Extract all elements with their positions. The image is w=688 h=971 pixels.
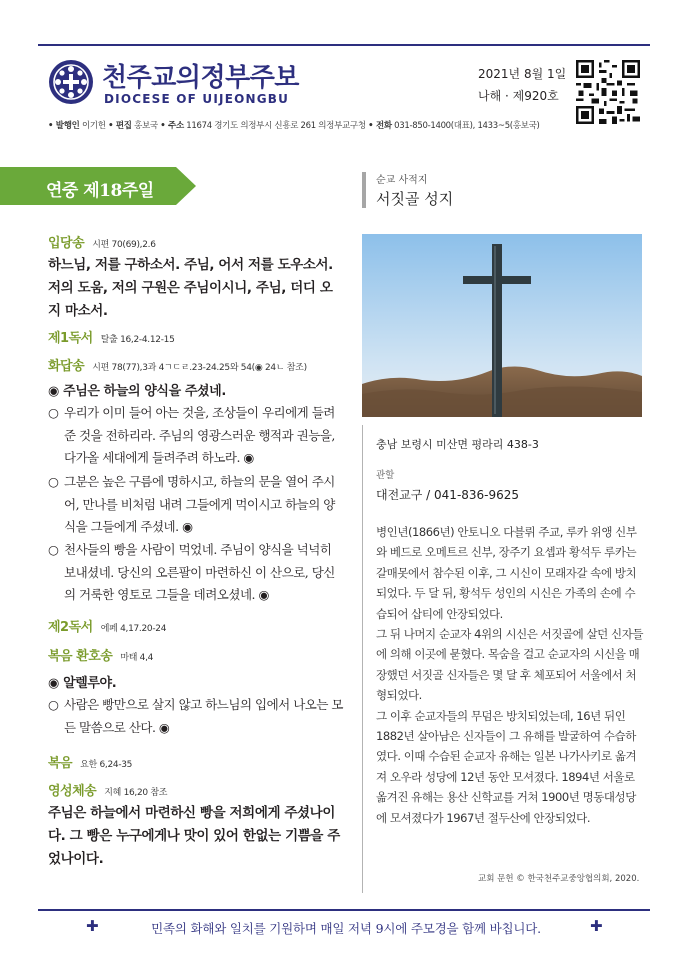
entrance-antiphon-heading — [48, 232, 156, 251]
publication-info: • 발행인 이기헌 • 편집 홍보국 • 주소 11674 경기도 의정부시 신흥로 261 의정부교구청 • 전화 031-850-1400(대표), 1433~5(홍보국) — [48, 121, 540, 131]
reading2-label: 제2독서 — [48, 620, 93, 635]
acclamation-label: 복음 환호송 — [48, 649, 113, 664]
entrance-antiphon-text: 하느님, 저를 구하소서. 주님, 어서 저를 도우소서. 저의 도움, 저의 구원은 주님이시니, 주님, 더디 오지 마소서. — [48, 257, 333, 319]
history-paragraph: 그 뒤 나머지 순교자 4위의 시신은 서짓골에 살던 신자들에 의해 이곳에 묻혔다. 목숨을 걸고 순교자의 시신을 매장했던 서짓골 신자들은 몇 달 후 체포되어 서울에서 처형되었다. — [376, 627, 644, 703]
issue-number: 나해 · 제920호 — [478, 89, 559, 103]
diocese-emblem-icon — [48, 59, 94, 105]
shrine-history — [376, 522, 644, 828]
acclamation-verse-text: 사람은 빵만으로 살지 않고 하느님의 입에서 나오는 모든 말씀으로 산다. ◉ — [64, 697, 343, 735]
acclamation-response: ◉ 알렐루야. — [48, 676, 117, 691]
psalm-ref: 시편 78(77),3과 4ㄱㄷㄹ.23-24.25와 54(◉ 24ㄴ 참조) — [92, 363, 307, 373]
communion-antiphon-text: 주님은 하늘에서 마련하신 빵을 저희에게 주셨나이다. 그 빵은 누구에게나 맛이 있어 한없는 기쁨을 주었나이다. — [48, 805, 340, 867]
reading2-ref: 에페 4,17.20-24 — [100, 624, 167, 634]
second-reading-heading — [48, 616, 166, 635]
gospel-heading — [48, 752, 132, 771]
brand-title: 천주교의정부주보 — [102, 63, 299, 93]
communion-ref: 지혜 16,20 참조 — [104, 788, 168, 798]
first-reading-heading — [48, 327, 175, 346]
shrine-address: 충남 보령시 미산면 평라리 438-3 — [376, 438, 539, 451]
address-label: 주소 — [168, 121, 184, 131]
cross-icon: ✚ — [590, 917, 603, 935]
phone-label: 전화 — [375, 121, 392, 131]
psalm-verse-text: 그분은 높은 구름에 명하시고, 하늘의 문을 열어 주시어, 만나를 비처럼 내려 그들에게 먹이시고 하늘의 양식을 그들에게 주셨네. ◉ — [64, 474, 335, 534]
shrine-title: 서짓골 성지 — [376, 190, 454, 208]
circle-bullet-icon: ○ — [48, 405, 59, 420]
psalm-verse-text: 우리가 이미 들어 아는 것을, 조상들이 우리에게 들려준 것을 전하리라. 주님의 영광스러운 행적과 권능을, 다가올 세대에게 들려주려 하노라. ◉ — [64, 405, 335, 465]
editor-label: 편집 — [115, 121, 132, 131]
footer-rule — [38, 909, 650, 911]
qr-code-icon — [576, 60, 640, 124]
shrine-category: 순교 사적지 — [376, 175, 428, 186]
circle-bullet-icon: ○ — [48, 474, 59, 489]
circle-bullet-icon: ○ — [48, 542, 59, 557]
psalm-label: 화답송 — [48, 359, 85, 374]
communion-antiphon-heading — [48, 780, 167, 799]
psalm-verse — [48, 539, 344, 607]
psalm-verse-text: 천사들의 빵을 사람이 먹었네. 주님이 양식을 넉넉히 보내셨네. 당신의 오른팔이 마련하신 이 산으로, 당신의 거룩한 영토로 그들을 데려오셨네. ◉ — [64, 542, 335, 602]
psalm-heading — [48, 355, 307, 374]
reading1-ref: 탈출 16,2-4.12-15 — [100, 335, 175, 345]
jurisdiction-value: 대전교구 / 041-836-9625 — [376, 488, 520, 502]
shrine-cross-photo — [362, 234, 642, 417]
reading1-label: 제1독서 — [48, 331, 93, 346]
phone-value: 031-850-1400(대표), 1433~5(홍보국) — [394, 121, 540, 131]
psalm-verse — [48, 471, 344, 539]
gospel-acclamation-heading — [48, 645, 153, 664]
gospel-ref: 요한 6,24-35 — [80, 760, 133, 770]
cross-icon: ✚ — [86, 917, 99, 935]
sunday-title: 연중 제18주일 — [46, 181, 154, 201]
publisher-value: 이기헌 — [81, 121, 106, 131]
entrance-label: 입당송 — [48, 236, 85, 251]
circle-bullet-icon: ○ — [48, 697, 59, 712]
jurisdiction-label: 관할 — [376, 470, 395, 481]
source-credit: 교회 문헌 © 한국천주교중앙협의회, 2020. — [478, 874, 640, 884]
section-marker-bar — [362, 172, 366, 208]
acclamation-ref: 마태 4,4 — [120, 653, 154, 663]
editor-value: 홍보국 — [134, 121, 158, 131]
top-rule — [38, 44, 650, 46]
entrance-ref: 시편 70(69),2.6 — [92, 240, 156, 250]
issue-date: 2021년 8월 1일 — [478, 67, 567, 81]
gospel-label: 복음 — [48, 756, 73, 771]
psalm-response: ◉ 주님은 하늘의 양식을 주셨네. — [48, 384, 226, 399]
column-divider — [362, 425, 363, 893]
communion-label: 영성체송 — [48, 784, 97, 799]
psalm-verse — [48, 402, 344, 470]
history-paragraph: 병인년(1866년) 안토니오 다블뤼 주교, 루카 위앵 신부와 베드로 오메트르 신부, 장주기 요셉과 황석두 루카는 갈매못에서 참수된 이후, 그 시신이 모래자갈 속에 방치되었다. 두 달 뒤, 황석두 성인의 시신은 가족의 손에 수습되어 삽티에 안장되었다. — [376, 525, 637, 621]
footer-prayer-text: 민족의 화해와 일치를 기원하며 매일 저녁 9시에 주모경을 함께 바칩니다. — [151, 921, 541, 936]
publisher-label: 발행인 — [55, 121, 80, 131]
history-paragraph: 그 이후 순교자들의 무덤은 방치되었는데, 16년 뒤인 1882년 살아남은 신자들이 그 유해를 발굴하여 수습하였다. 이때 수습된 순교자 유해는 일본 나가사키로 옮겨져 오우라 성당에 12년 동안 모셔졌다. 1894년 서울로 옮겨진 유해는 용산 신학교를 거쳐 1900년 명동대성당에 모셔졌다가 1967년 절두산에 안장되었다. — [376, 708, 637, 825]
brand-subtitle: DIOCESE OF UIJEONGBU — [104, 92, 290, 106]
acclamation-verse — [48, 694, 344, 739]
address-value: 11674 경기도 의정부시 신흥로 261 의정부교구청 — [186, 121, 366, 131]
